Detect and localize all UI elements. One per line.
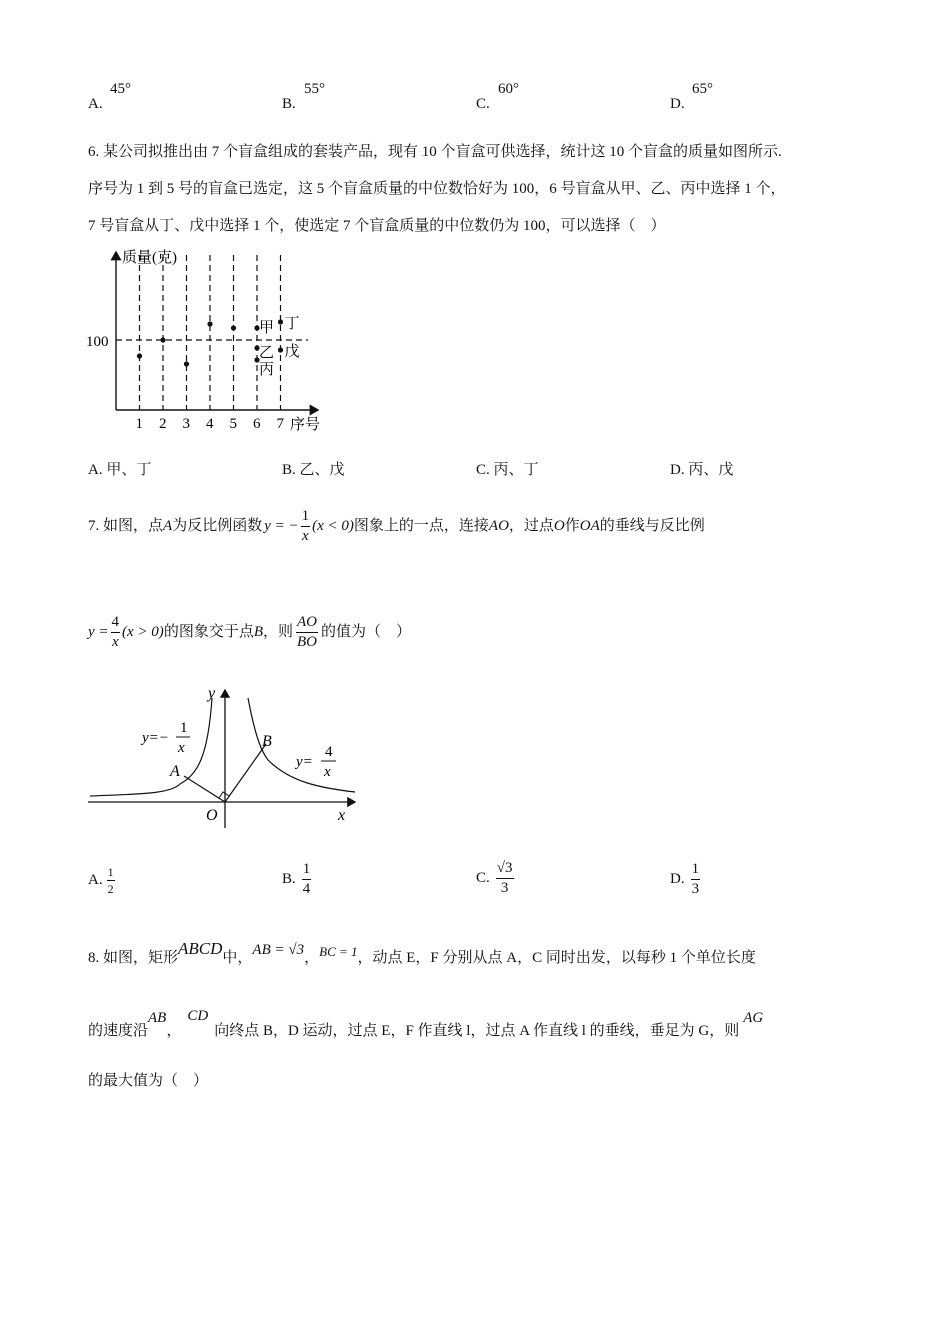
q8-line-3: 的最大值为（ ） [88,1073,209,1089]
x-tick-label-4: 4 [206,416,214,432]
x-tick-label-7: 7 [276,416,284,432]
x-tick-label-3: 3 [182,416,190,432]
q6-scatter-chart [80,240,340,440]
origin-label: O [206,807,218,824]
x-tick-label-2: 2 [159,416,167,432]
point-B-label: B [262,733,272,750]
q6-option-a: A. 甲、丁 [88,462,152,478]
f1-den: x [178,740,185,756]
right-angle-mark [219,792,229,798]
q7-option-d: D. $\frac{1}{3}$ [670,860,700,897]
q7-func1-fraction: $\frac{1}{x}$ [301,507,310,544]
curve-y-neg-1-over-x [90,698,212,796]
y-axis-label: y [208,685,216,702]
x-axis-label: 序号 [290,417,321,433]
data-point-5 [231,325,236,330]
point-label-7: 乙 [259,345,275,361]
point-label-10: 戊 [284,344,300,360]
point-labels [259,315,300,378]
ref-value-label: 100 [86,334,109,350]
q5-option-b-label: B. [282,96,296,112]
q6-line-2: 序号为 1 到 5 号的盲盒已选定，这 5 个盲盒质量的中位数恰好为 100，6 号盲盒从甲、乙、丙中选择 1 个， [88,181,786,197]
point-label-8: 丙 [259,362,275,378]
data-point-9 [278,319,283,324]
x-tick-labels [136,416,285,432]
data-point-1 [137,353,142,358]
data-point-10 [278,347,283,352]
f1-num: 1 [180,720,188,736]
q7-graph [80,680,370,830]
segment-AO [184,776,225,802]
data-point-3 [184,361,189,366]
q5-option-d-value: 65° [692,81,713,97]
q8-line-1: 8. 如图，矩形ABCD中，AB = √3，BC = 1，动点 E，F 分别从点 A，C 同时出发，以每秒 1 个单位长度 [88,939,756,966]
q7-func2-fraction: $\frac{4}{x}$ [111,613,120,650]
point-A-label: A [170,763,180,780]
q6-option-c: C. 丙、丁 [476,462,539,478]
q6-line-1: 6. 某公司拟推出由 7 个盲盒组成的套装产品，现有 10 个盲盒可供选择，统计这 10 个盲盒的质量如图所示. [88,144,782,160]
f2-den: x [324,764,331,780]
x-tick-label-1: 1 [135,416,143,432]
q5-option-a-label: A. [88,96,103,112]
q7-line-2: y = $\frac{4}{x}$ (x > 0) 的图象交于点 B ，则 $\frac{AO}{BO}$ 的值为（ ） [88,613,412,650]
x-axis-label: x [338,807,346,824]
f1-prefix: y=− [142,730,169,746]
q7-option-b: B. $\frac{1}{4}$ [282,860,311,897]
q5-option-c-label: C. [476,96,490,112]
point-label-6: 甲 [259,320,275,336]
f2-prefix: y= [296,754,313,770]
q7-option-c: C. $\frac{√3}{3}$ [476,859,513,896]
q5-option-a-value: 45° [110,81,131,97]
q8-line-2: 的速度沿AB，CD向终点 B，D 运动，过点 E，F 作直线 l，过点 A 作直线 l 的垂线，垂足为 G，则AG [88,1008,764,1039]
segment-BO [225,744,266,802]
data-point-2 [160,337,165,342]
q7-option-a: A. $\frac{1}{2}$ [88,864,114,896]
q5-option-d-label: D. [670,96,685,112]
y-axis-label: 质量(克) [122,250,177,266]
point-label-9: 丁 [284,316,300,332]
x-tick-label-5: 5 [229,416,237,432]
q5-option-c-value: 60° [498,81,519,97]
q6-line-3: 7 号盲盒从丁、戊中选择 1 个，使选定 7 个盲盒质量的中位数仍为 100，可以选择（ ） [88,218,666,234]
q7-ratio-fraction: $\frac{AO}{BO}$ [297,613,318,650]
q6-option-b: B. 乙、戊 [282,462,345,478]
x-tick-label-6: 6 [253,416,261,432]
f2-num: 4 [325,744,333,760]
data-point-4 [207,321,212,326]
q7-line-1: 7. 如图，点 A 为反比例函数 y = − $\frac{1}{x}$ (x < 0) 图象上的一点，连接 AO ，过点 O 作 OA 的垂线与反比例 [88,507,705,544]
q5-option-b-value: 55° [304,81,325,97]
q6-option-d: D. 丙、戊 [670,462,734,478]
